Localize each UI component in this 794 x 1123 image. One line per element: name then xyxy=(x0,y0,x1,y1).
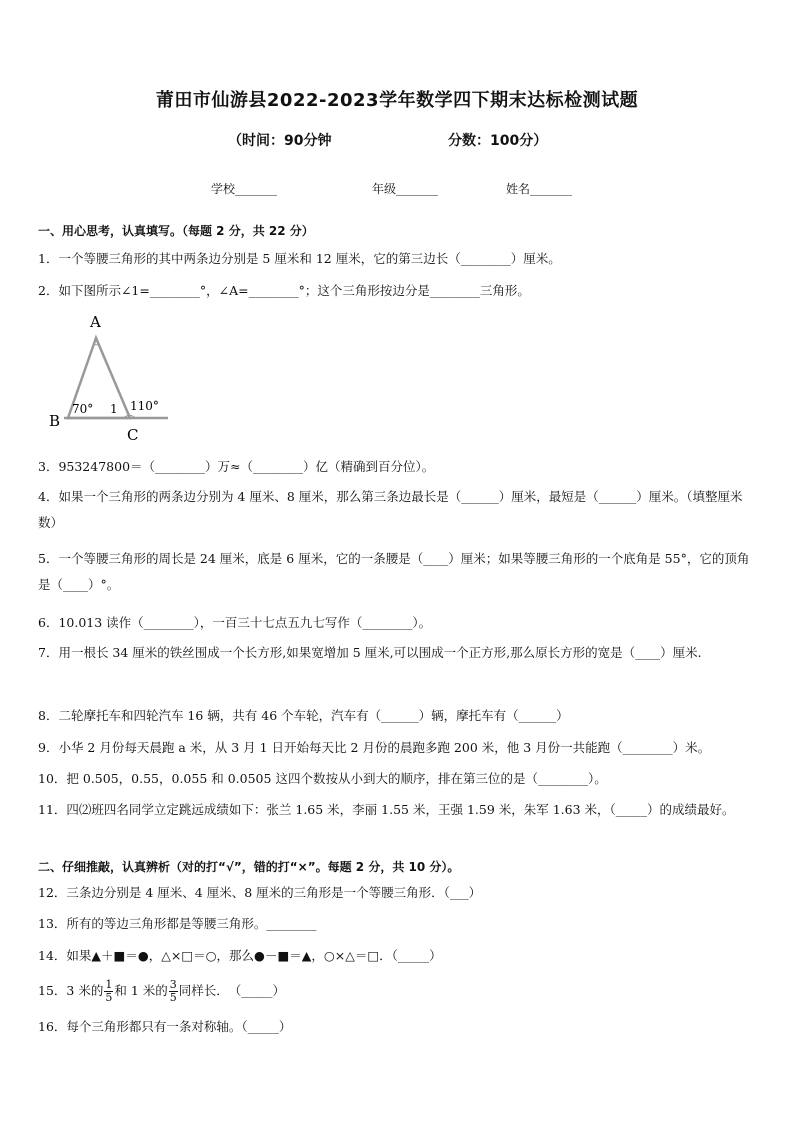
section-1-heading: 一、用心思考，认真填写。（每题 2 分，共 22 分） xyxy=(38,224,314,238)
angle-b-label: 70° xyxy=(72,402,94,416)
q15-text-a: 15．3 米的 xyxy=(38,983,104,998)
exam-score: 分数：100分） xyxy=(448,133,548,149)
triangle-figure xyxy=(44,310,174,445)
vertex-a-label: A xyxy=(90,313,101,331)
fraction-denominator: 5 xyxy=(169,991,177,1004)
question-12: 12．三条边分别是 4 厘米、4 厘米、8 厘米的三角形是一个等腰三角形．（___） xyxy=(38,885,482,900)
question-10: 10．把 0.505，0.55，0.055 和 0.0505 这四个数按从小到大的顺序，排在第三位的是（________）。 xyxy=(38,771,607,786)
grade-field[interactable]: 年级_______ xyxy=(372,182,439,196)
question-8: 8．二轮摩托车和四轮汽车 16 辆，共有 46 个车轮，汽车有（______）辆，摩托车有（______） xyxy=(38,708,569,723)
question-1: 1．一个等腰三角形的其中两条边分别是 5 厘米和 12 厘米，它的第三边长（________）厘米。 xyxy=(38,251,561,266)
fraction-denominator: 5 xyxy=(105,991,113,1004)
question-2: 2．如下图所示∠1=________°，∠A=________°；这个三角形按边分是________三角形。 xyxy=(38,283,530,298)
q15-text-c: 同样长． （_____） xyxy=(178,983,286,998)
fraction-three-fifths xyxy=(169,979,178,1004)
question-11: 11．四⑵班四名同学立定跳远成绩如下：张兰 1.65 米，李丽 1.55 米，王强 1.59 米，朱军 1.63 米，（_____）的成绩最好。 xyxy=(38,802,735,817)
fraction-numerator: 3 xyxy=(169,978,177,991)
page-title: 莆田市仙游县2022-2023学年数学四下期末达标检测试题 xyxy=(155,90,639,111)
fraction-numerator: 1 xyxy=(105,978,113,991)
question-9: 9．小华 2 月份每天晨跑 a 米，从 3 月 1 日开始每天比 2 月份的晨跑多跑 200 米，他 3 月份一共能跑（________）米。 xyxy=(38,740,711,755)
q15-text-b: 和 1 米的 xyxy=(114,983,168,998)
question-4: 4．如果一个三角形的两条边分别为 4 厘米、8 厘米，那么第三条边最长是（______）厘米，最短是（______）厘米。（填整厘米数） xyxy=(38,489,743,530)
question-7: 7．用一根长 34 厘米的铁丝围成一个长方形,如果宽增加 5 厘米,可以围成一个正方形,那么原长方形的宽是（____）厘米. xyxy=(38,645,702,660)
exam-time: （时间：90分钟 xyxy=(228,133,332,149)
question-5: 5．一个等腰三角形的周长是 24 厘米，底是 6 厘米，它的一条腰是（____）厘米；如果等腰三角形的一个底角是 55°，它的顶角是（____）°。 xyxy=(38,551,750,592)
question-16: 16．每个三角形都只有一条对称轴。（_____） xyxy=(38,1019,292,1034)
school-field[interactable]: 学校_______ xyxy=(211,182,278,196)
question-6: 6．10.013 读作（________），一百三十七点五九七写作（________）。 xyxy=(38,615,432,630)
question-13: 13．所有的等边三角形都是等腰三角形。________ xyxy=(38,916,317,931)
name-field[interactable]: 姓名_______ xyxy=(506,182,573,196)
question-3: 3．953247800＝（________）万≈（________）亿（精确到百分位）。 xyxy=(38,459,435,474)
vertex-b-label: B xyxy=(49,412,61,430)
question-15 xyxy=(38,978,758,1004)
section-2-heading: 二、仔细推敲，认真辨析（对的打“√”，错的打“×”。每题 2 分，共 10 分）。 xyxy=(38,860,460,874)
question-14: 14．如果▲＋■＝●，△×□＝○，那么●－■＝▲，○×△＝□．（_____） xyxy=(38,948,442,963)
vertex-c-label: C xyxy=(127,426,139,444)
angle-1-label: 1 xyxy=(110,402,118,416)
exterior-angle-label: 110° xyxy=(130,399,159,413)
angle-a-arc xyxy=(94,344,100,345)
fraction-one-fifth xyxy=(104,979,113,1004)
